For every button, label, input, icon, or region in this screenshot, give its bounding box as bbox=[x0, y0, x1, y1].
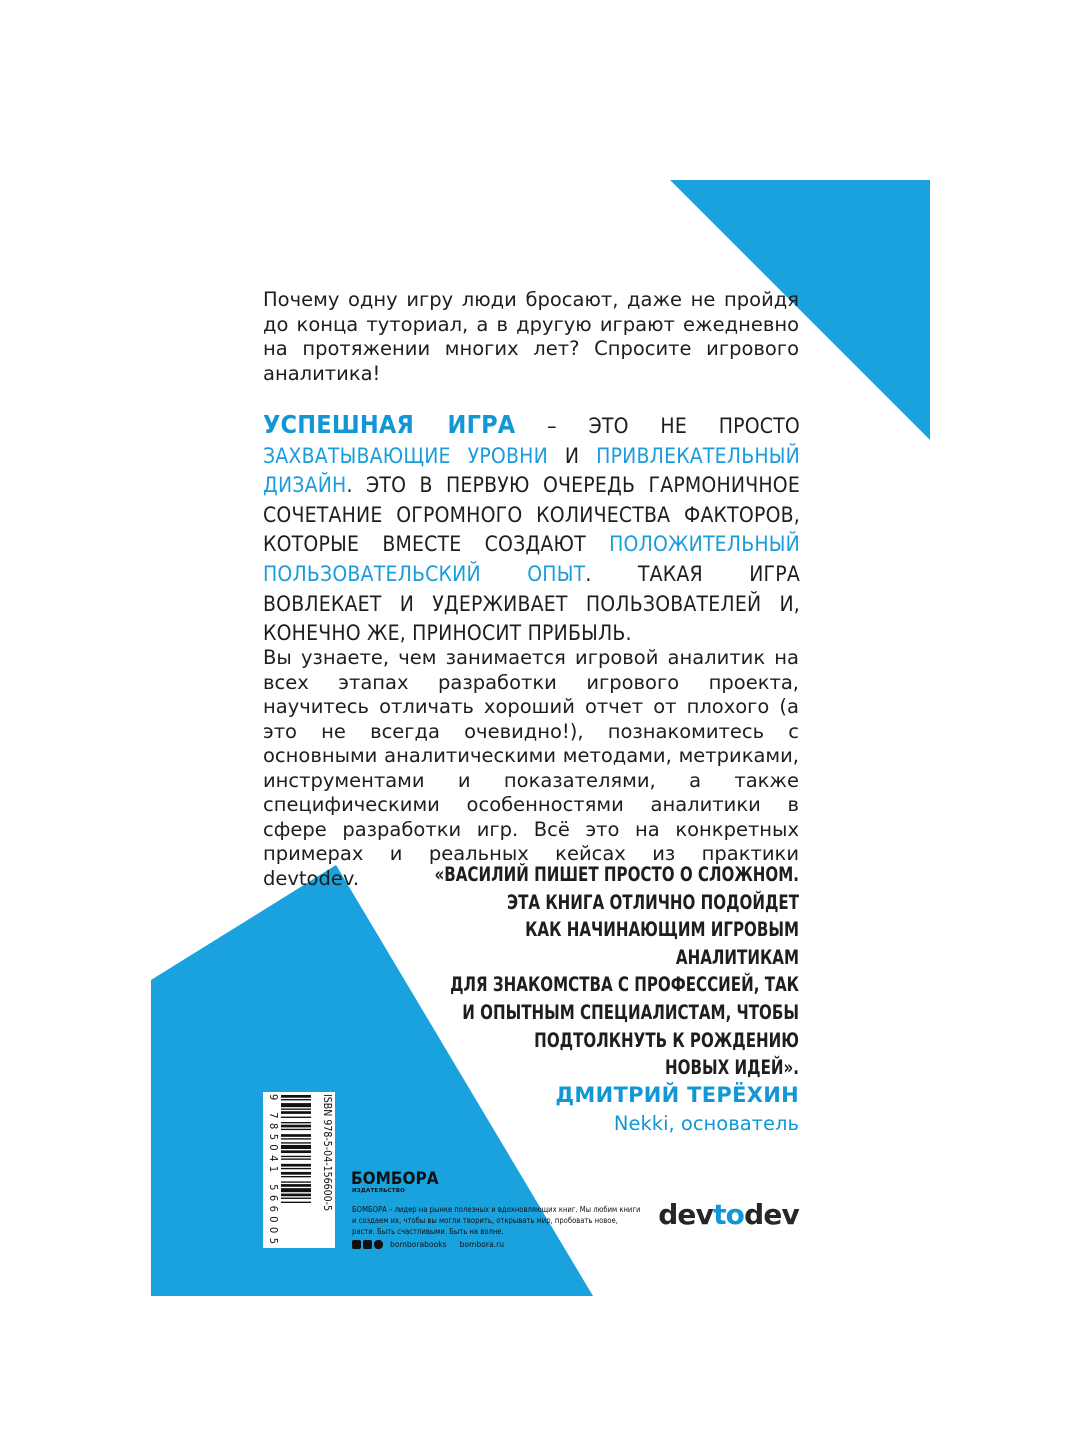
isbn-text: ISBN 978-5-04-156600-5 bbox=[321, 1094, 333, 1212]
barcode-bar bbox=[281, 1188, 311, 1192]
emphasis-text: . ТАКАЯ ИГРА ВОВЛЕКАЕТ И УДЕРЖИВАЕТ ПОЛЬЗОВАТЕЛЕЙ И, КОНЕЧНО ЖЕ, ПРИНОСИТ ПРИБЫЛЬ. bbox=[263, 561, 800, 646]
emphasis-text: И bbox=[547, 443, 597, 468]
emphasis-highlight: ПРИВЛЕКАТЕЛЬНЫЙ ДИЗАЙН bbox=[263, 443, 800, 498]
barcode-bar bbox=[281, 1172, 311, 1175]
emphasis-lead: УСПЕШНАЯ ИГРА bbox=[263, 410, 516, 439]
instagram-icon bbox=[374, 1240, 383, 1249]
quote-line: КАК НАЧИНАЮЩИМ ИГРОВЫМ АНАЛИТИКАМ bbox=[525, 918, 799, 969]
logo-part: dev bbox=[658, 1198, 714, 1231]
quote-line: ПОДТОЛКНУТЬ К РОЖДЕНИЮ bbox=[534, 1028, 799, 1052]
barcode-bar bbox=[281, 1099, 311, 1100]
barcode-bar bbox=[281, 1150, 311, 1153]
barcode-bar bbox=[281, 1138, 311, 1139]
barcode-bar bbox=[281, 1194, 311, 1197]
quote-line: «ВАСИЛИЙ ПИШЕТ ПРОСТО О СЛОЖНОМ. bbox=[434, 863, 799, 886]
barcode bbox=[263, 1092, 335, 1248]
quote-line: ДЛЯ ЗНАКОМСТВА С ПРОФЕССИЕЙ, ТАК bbox=[450, 973, 799, 997]
barcode-bar bbox=[281, 1158, 311, 1159]
publisher-logo: БОМБОРА bbox=[351, 1169, 439, 1189]
emphasis-highlight: ЗАХВАТЫВАЮЩИЕ УРОВНИ bbox=[263, 443, 548, 468]
intro-paragraph: Почему одну игру люди бросают, даже не пройдя до конца туториал, а в другую играют ежедневно на протяжении многих лет? Спросите игрового аналитика! bbox=[263, 288, 799, 385]
barcode-bar bbox=[281, 1202, 311, 1203]
barcode-bar bbox=[281, 1125, 311, 1128]
publisher-website: bombora.ru bbox=[459, 1240, 505, 1249]
barcode-digits: 9 785041 566005 bbox=[267, 1094, 280, 1244]
social-handle: bomborabooks bbox=[390, 1240, 447, 1249]
barcode-bars bbox=[281, 1095, 311, 1203]
barcode-bar bbox=[281, 1142, 311, 1143]
barcode-bar bbox=[281, 1168, 311, 1169]
quote-author-name: ДМИТРИЙ ТЕРЁХИН bbox=[555, 1083, 799, 1107]
barcode-bar bbox=[281, 1164, 311, 1167]
description-paragraph: Вы узнаете, чем занимается игровой аналитик на всех этапах разработки игрового проекта, научитесь отличать хороший отчет от плохого (а это не всегда очевидно!), познакомитесь с основными аналитическими методами, метриками, инструментами и показателями, а также специфическими особенностями аналитики в сфере разработки игр. Всё это на конкретных примерах и реальных кейсах из практики devtodev. bbox=[263, 646, 799, 890]
emphasis-paragraph bbox=[263, 410, 800, 649]
quote-author-role: Nekki, основатель bbox=[613, 1112, 799, 1135]
publisher-description: БОМБОРА – лидер на рынке полезных и вдохновляющих книг. Мы любим книги и создаем их, чтобы вы могли творить, открывать мир, пробовать новое, расти. Быть счастливыми. Быть на волне. bbox=[352, 1205, 641, 1236]
emphasis-text: . ЭТО В ПЕРВУЮ ОЧЕРЕДЬ ГАРМОНИЧНОЕ СОЧЕТАНИЕ ОГРОМНОГО КОЛИЧЕСТВА ФАКТОРОВ, КОТОРЫЕ ВМЕСТЕ СОЗДАЮТ bbox=[263, 473, 800, 557]
emphasis-text: – ЭТО НЕ ПРОСТО bbox=[515, 414, 800, 438]
barcode-bar bbox=[281, 1198, 311, 1199]
barcode-bar bbox=[281, 1122, 311, 1123]
quote-line: ЭТА КНИГА ОТЛИЧНО ПОДОЙДЕТ bbox=[507, 890, 799, 914]
barcode-bar bbox=[281, 1129, 311, 1130]
quote-line: И ОПЫТНЫМ СПЕЦИАЛИСТАМ, ЧТОБЫ bbox=[462, 1000, 799, 1024]
facebook-icon bbox=[352, 1240, 361, 1249]
book-back-cover bbox=[151, 180, 930, 1296]
barcode-bar bbox=[281, 1134, 311, 1137]
emphasis-highlight: ПОЛОЖИТЕЛЬНЫЙ ПОЛЬЗОВАТЕЛЬСКИЙ ОПЫТ bbox=[263, 532, 800, 586]
barcode-bar bbox=[281, 1111, 311, 1114]
devtodev-logo bbox=[658, 1198, 799, 1231]
barcode-bar bbox=[281, 1176, 311, 1177]
barcode-bar bbox=[281, 1109, 311, 1110]
social-links bbox=[352, 1240, 504, 1249]
barcode-bar bbox=[281, 1095, 311, 1098]
publisher-subtitle: ИЗДАТЕЛЬСТВО bbox=[352, 1188, 405, 1194]
barcode-bar bbox=[281, 1145, 311, 1149]
barcode-bar bbox=[281, 1181, 311, 1182]
barcode-bar bbox=[281, 1117, 311, 1118]
quote-line: НОВЫХ ИДЕЙ». bbox=[665, 1056, 799, 1080]
barcode-bar bbox=[281, 1184, 311, 1187]
barcode-bar bbox=[281, 1103, 311, 1107]
logo-part-accent: to bbox=[713, 1198, 745, 1231]
testimonial-quote bbox=[429, 861, 799, 1082]
barcode-bar bbox=[281, 1156, 311, 1157]
vk-icon bbox=[363, 1240, 372, 1249]
logo-part: dev bbox=[744, 1198, 799, 1231]
